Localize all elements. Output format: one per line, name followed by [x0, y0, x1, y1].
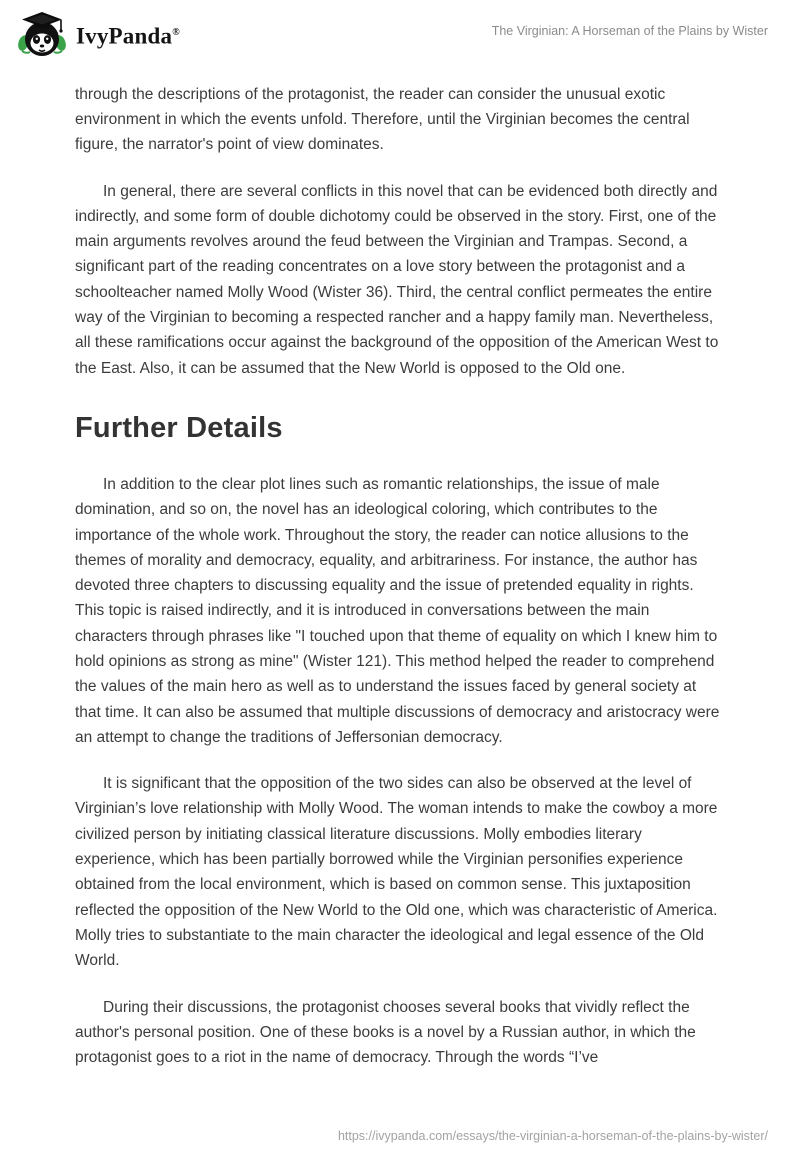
- document-title: The Virginian: A Horseman of the Plains by Wister: [491, 24, 768, 38]
- brand-name: IvyPanda®: [76, 23, 180, 49]
- paragraph-conflicts: In general, there are several conflicts in this novel that can be evidenced both directly and indirectly, and some form of double dichotomy could be observed in the story. First, one of the main arguments revolves around the feud between the Virginian and Trampas. Second, a significant part of the reading concentrates on a love story between the protagonist and a schoolteacher named Molly Wood (Wister 36). Third, the central conflict permeates the entire way of the Virginian to becoming a respected rancher and a happy family man. Nevertheless, all these ramifications occur against the background of the opposition of the American West to the East. Also, it can be assumed that the New World is opposed to the Old one.: [75, 182, 719, 377]
- page-header: [0, 0, 800, 62]
- ivypanda-panda-logo-icon: [18, 10, 66, 60]
- brand-logo-link[interactable]: [18, 8, 180, 62]
- section-heading-further-details: Further Details: [75, 411, 283, 444]
- essay-body: [0, 62, 800, 1071]
- paragraph-continuation: through the descriptions of the protagonist, the reader can consider the unusual exotic environment in which the events unfold. Therefore, until the Virginian becomes the central figure, the narrator's point of view dominates.: [75, 85, 690, 154]
- source-url-link[interactable]: https://ivypanda.com/essays/the-virginian-a-horseman-of-the-plains-by-wister/: [337, 1129, 768, 1143]
- paragraph-molly-opposition: It is significant that the opposition of the two sides can also be observed at the level of Virginian’s love relationship with Molly Wood. The woman intends to make the cowboy a more civilized person by initiating classical literature discussions. Molly embodies literary experience, which has been partially borrowed while the Virginian personifies experience obtained from the local environment, which is based on common sense. This juxtaposition reflected the opposition of the New World to the Old one, which was characteristic of America. Molly tries to substantiate to the main character the ideological and legal essence of the Old World.: [75, 775, 718, 970]
- registered-mark: ®: [172, 27, 180, 38]
- paragraph-ideology: In addition to the clear plot lines such as romantic relationships, the issue of male domination, and so on, the novel has an ideological coloring, which contributes to the importance of the whole work. Throughout the story, the reader can notice allusions to the themes of morality and democracy, equality, and arbitrariness. For instance, the author has devoted three chapters to discussing equality and the issue of pretended equality in rights. This topic is raised indirectly, and it is introduced in conversations between the main characters through phrases like "I touched upon that theme of equality on which I knew him to hold opinions as strong as mine" (Wister 121). This method helped the reader to comprehend the values of the main hero as well as to understand the issues faced by general society at that time. It can also be assumed that multiple discussions of democracy and aristocracy were an attempt to change the traditions of Jeffersonian democracy.: [75, 475, 720, 746]
- paragraph-books: During their discussions, the protagonist chooses several books that vividly reflect the author's personal position. One of these books is a novel by a Russian author, in which the protagonist goes to a riot in the name of democracy. Through the words “I’ve: [75, 998, 696, 1067]
